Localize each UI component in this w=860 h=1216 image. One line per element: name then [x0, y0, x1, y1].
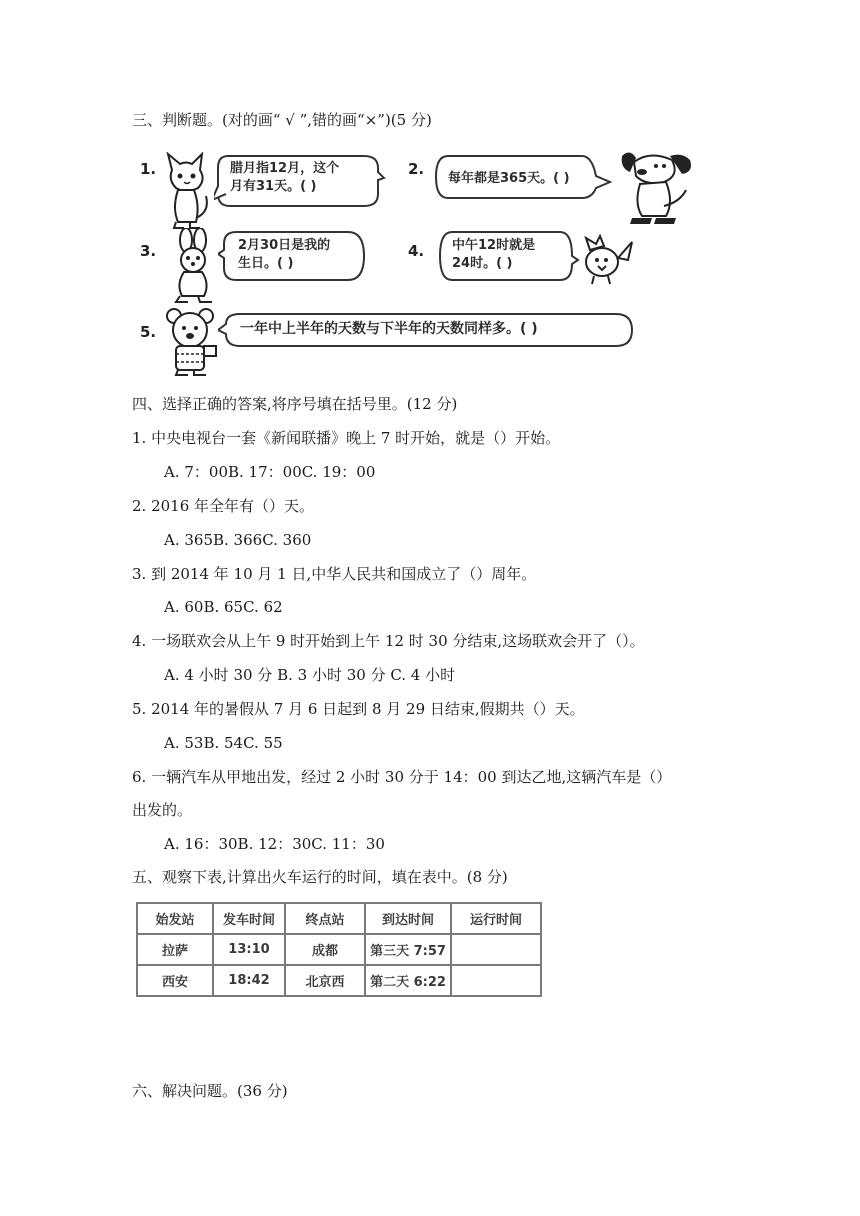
table-row	[137, 934, 541, 965]
table-row	[137, 965, 541, 996]
table-header-row	[137, 903, 541, 934]
question-1: 1. 中央电视台一套《新闻联播》晚上 7 时开始，就是（）开始。	[132, 429, 561, 447]
table-cell: 13:10	[213, 934, 285, 965]
table-cell: 西安	[137, 965, 213, 996]
question-2: 2. 2016 年全年有（）天。	[132, 497, 315, 515]
item-2-number: 2.	[408, 160, 425, 178]
question-5-options: A. 53B. 54C. 55	[164, 734, 283, 752]
item-1-text-line2: 月有31天。( )	[230, 179, 317, 194]
header-terminal-station: 终点站	[285, 903, 365, 934]
item-5-number: 5.	[140, 323, 157, 341]
header-arrival-time: 到达时间	[365, 903, 451, 934]
table-cell: 第三天 7:57	[365, 934, 451, 965]
dog-icon	[620, 146, 700, 228]
table-cell: 拉萨	[137, 934, 213, 965]
item-1-number: 1.	[140, 160, 157, 178]
rabbit-icon	[166, 228, 220, 304]
item-5-text: 一年中上半年的天数与下半年的天数同样多。( )	[240, 321, 538, 337]
table-cell: 18:42	[213, 965, 285, 996]
question-6: 6. 一辆汽车从甲地出发，经过 2 小时 30 分于 14：00 到达乙地,这辆汽车是（）	[132, 768, 672, 786]
item-4-number: 4.	[408, 242, 425, 260]
answer-cell[interactable]	[451, 965, 541, 996]
bird-icon	[580, 232, 636, 286]
section4-title: 四、选择正确的答案,将序号填在括号里。(12 分)	[132, 395, 458, 413]
question-1-options: A. 7：00B. 17：00C. 19：00	[164, 463, 376, 481]
header-departure-station: 始发站	[137, 903, 213, 934]
item-3-text-line2: 生日。( )	[238, 256, 294, 271]
table-cell: 成都	[285, 934, 365, 965]
item-4-text-line2: 24时。( )	[452, 256, 513, 271]
train-schedule-table	[136, 902, 542, 997]
question-4: 4. 一场联欢会从上午 9 时开始到上午 12 时 30 分结束,这场联欢会开了（）。	[132, 632, 645, 650]
item-3-text	[238, 237, 330, 273]
item-3-number: 3.	[140, 242, 157, 260]
question-6-continued: 出发的。	[132, 801, 193, 819]
section3-title: 三、判断题。(对的画“ √ ”,错的画“×”)(5 分)	[132, 111, 432, 129]
bear-icon	[160, 306, 222, 376]
cat-icon	[160, 152, 214, 232]
header-departure-time: 发车时间	[213, 903, 285, 934]
item-4-text-line1: 中午12时就是	[452, 238, 536, 253]
header-running-time: 运行时间	[451, 903, 541, 934]
question-2-options: A. 365B. 366C. 360	[164, 531, 312, 549]
question-4-options: A. 4 小时 30 分 B. 3 小时 30 分 C. 4 小时	[164, 666, 456, 684]
question-3: 3. 到 2014 年 10 月 1 日,中华人民共和国成立了（）周年。	[132, 565, 537, 583]
item-3-text-line1: 2月30日是我的	[238, 238, 331, 253]
item-1-text-line1: 腊月指12月，这个	[230, 161, 340, 176]
answer-cell[interactable]	[451, 934, 541, 965]
table-cell: 第二天 6:22	[365, 965, 451, 996]
section6-title: 六、解决问题。(36 分)	[132, 1082, 288, 1100]
question-6-options: A. 16：30B. 12：30C. 11：30	[164, 835, 385, 853]
item-4-text	[452, 237, 535, 273]
item-2-text: 每年都是365天。( )	[448, 171, 570, 186]
question-5: 5. 2014 年的暑假从 7 月 6 日起到 8 月 29 日结束,假期共（）天。	[132, 700, 585, 718]
item-1-text	[230, 160, 339, 196]
table-cell: 北京西	[285, 965, 365, 996]
section5-title: 五、观察下表,计算出火车运行的时间，填在表中。(8 分)	[132, 868, 508, 886]
question-3-options: A. 60B. 65C. 62	[164, 598, 283, 616]
